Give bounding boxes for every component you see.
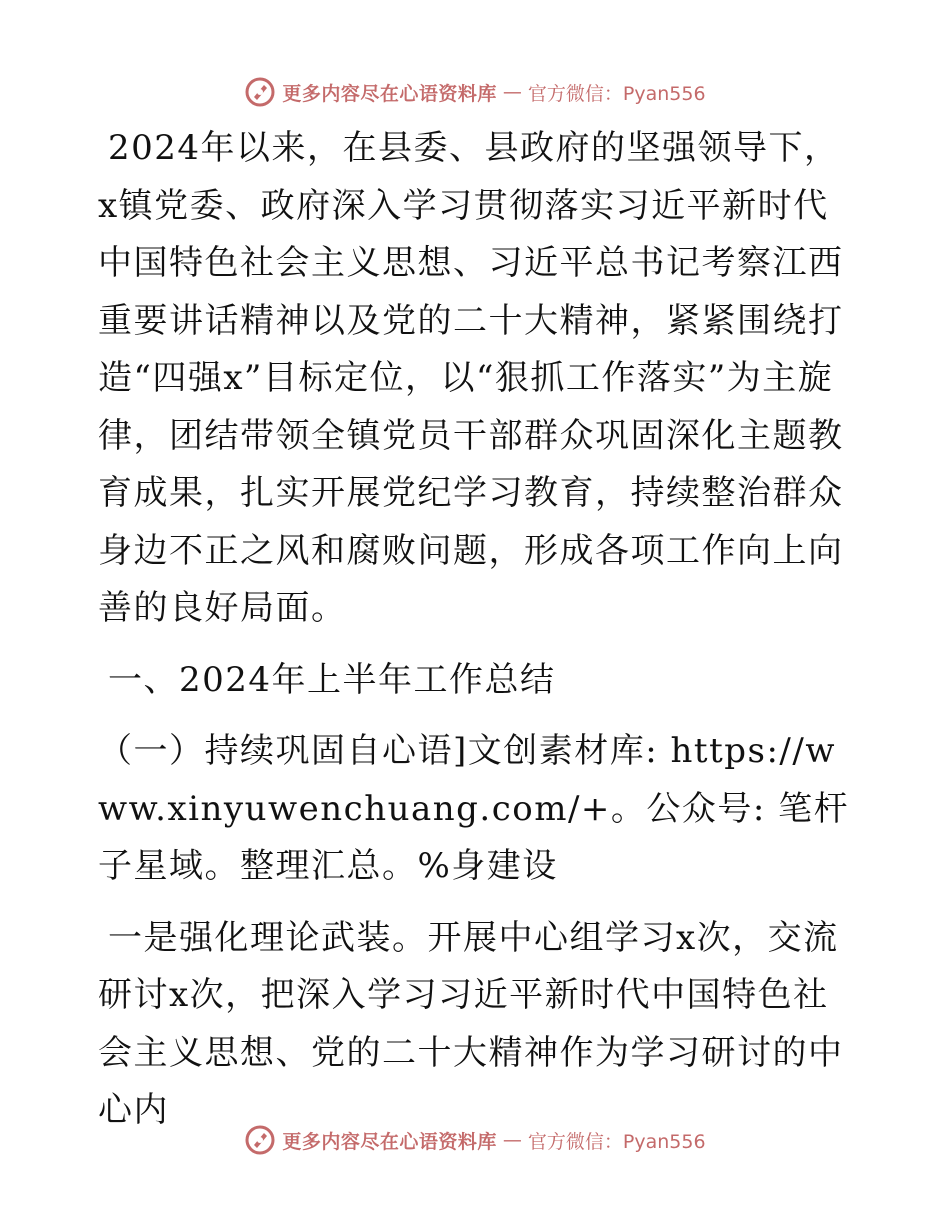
watermark-wechat: 官方微信：Pyan556 (527, 82, 706, 105)
brand-logo-icon (244, 76, 276, 108)
header-watermark (0, 72, 950, 112)
watermark-text: 更多内容尽在心语资料库 (282, 1130, 497, 1153)
footer-watermark (0, 1120, 950, 1160)
watermark-text: 更多内容尽在心语资料库 (282, 82, 497, 105)
watermark-separator: — (502, 1129, 522, 1151)
document-body (98, 120, 858, 1140)
body-paragraph: 一是强化理论武装。开展中心组学习x次，交流研讨x次，把深入学习习近平新时代中国特色社会主义思想、党的二十大精神作为学习研讨的中心内 (98, 917, 844, 1130)
subsection-heading: （一）持续巩固自心语]文创素材库: https://www.xinyuwenchuang.com/+。公众号: 笔杆子星域。整理汇总。%身建设 (98, 731, 850, 886)
section-heading: 一、2024年上半年工作总结 (108, 659, 556, 700)
watermark-separator: — (502, 81, 522, 103)
watermark-wechat: 官方微信：Pyan556 (527, 1130, 706, 1153)
intro-paragraph: 2024年以来，在县委、县政府的坚强领导下，x镇党委、政府深入学习贯彻落实习近平新时代中国特色社会主义思想、习近平总书记考察江西重要讲话精神以及党的二十大精神，紧紧围绕打造“四强x”目标定位，以“狠抓工作落实”为主旋律，团结带领全镇党员干部群众巩固深化主题教育成果，扎实开展党纪学习教育，持续整治群众身边不正之风和腐败问题，形成各项工作向上向善的良好局面。 (98, 128, 844, 628)
brand-logo-icon (244, 1124, 276, 1156)
